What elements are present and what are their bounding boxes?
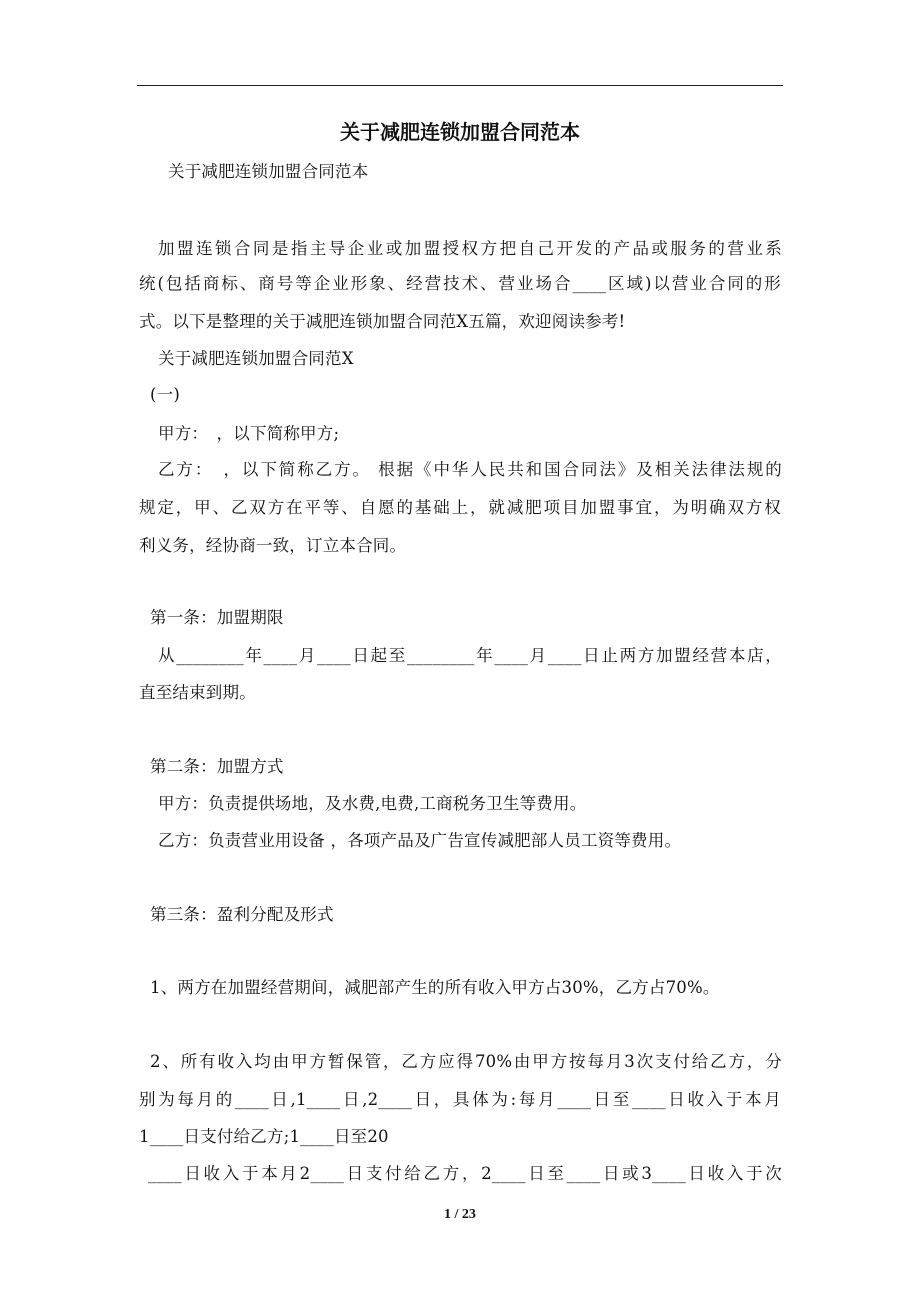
clause2-line: ____日收入于本月2____日支付给乙方，2____日至____日或3____日收入于次 — [148, 1164, 782, 1183]
page-indicator: 1 / 23 — [444, 1207, 476, 1222]
document-title: 关于减肥连锁加盟合同范本 — [340, 120, 580, 144]
party-b-line: 规定，甲、乙双方在平等、自愿的基础上，就减肥项目加盟事宜，为明确双方权 — [139, 498, 781, 517]
article2-line: 乙方：负责营业用设备 ，各项产品及广告宣传减肥部人员工资等费用。 — [158, 831, 682, 850]
party-b-line: 乙方： ，以下简称乙方。 根据《中华人民共和国合同法》及相关法律法规的 — [158, 460, 782, 479]
article3-heading: 第三条：盈利分配及形式 — [150, 905, 334, 924]
header-rule — [137, 85, 783, 86]
clause2-line: 1____日支付给乙方;1____日至20 — [139, 1127, 389, 1146]
article1-heading: 第一条：加盟期限 — [150, 608, 284, 627]
section-heading: 关于减肥连锁加盟合同范X — [158, 349, 354, 368]
party-b-line: 利义务，经协商一致，订立本合同。 — [139, 536, 407, 555]
party-a-line: 甲方： ，以下简称甲方; — [158, 424, 340, 443]
clause2-line: 别为每月的____日,1____日,2____日，具体为:每月____日至____日收入于本月 — [139, 1090, 781, 1109]
clause2-line: 2、所有收入均由甲方暂保管，乙方应得70%由甲方按每月3次支付给乙方，分 — [150, 1052, 782, 1071]
article2-line: 甲方：负责提供场地，及水费,电费,工商税务卫生等费用。 — [158, 794, 587, 813]
intro-line: 加盟连锁合同是指主导企业或加盟授权方把自己开发的产品或服务的营业系 — [158, 239, 782, 258]
intro-line: 统(包括商标、商号等企业形象、经营技术、营业场合____区域)以营业合同的形 — [139, 274, 781, 293]
article1-line: 从________年____月____日起至________年____月____日止两方加盟经营本店， — [158, 646, 782, 665]
document-subtitle: 关于减肥连锁加盟合同范本 — [168, 162, 369, 181]
article1-line: 直至结束到期。 — [139, 683, 256, 702]
article2-heading: 第二条：加盟方式 — [150, 757, 284, 776]
part-number: (一) — [150, 385, 180, 404]
article3-clause1: 1、两方在加盟经营期间，减肥部产生的所有收入甲方占30%，乙方占70%。 — [150, 978, 720, 997]
intro-line: 式。以下是整理的关于减肥连锁加盟合同范X五篇，欢迎阅读参考! — [139, 312, 626, 331]
